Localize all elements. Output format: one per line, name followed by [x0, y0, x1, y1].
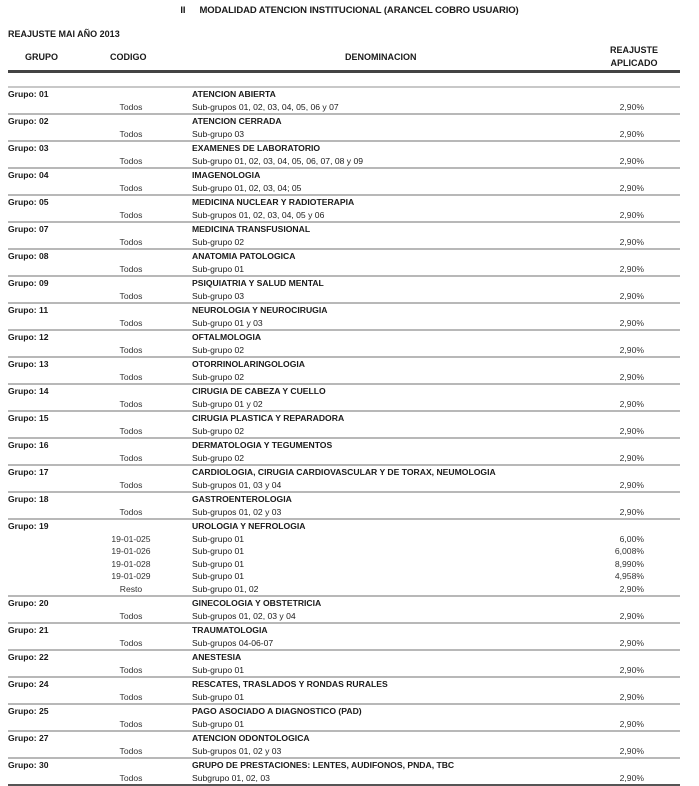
table-row [8, 570, 680, 583]
reajuste-cell: 2,90% [619, 182, 644, 193]
group-block [8, 113, 680, 140]
group-block [8, 329, 680, 356]
codigo-cell: Todos [119, 209, 143, 220]
group-block [8, 248, 680, 275]
codigo-cell: 19-01-025 [111, 533, 151, 544]
table-row [8, 452, 680, 465]
denominacion-cell: Sub-grupo 03 [192, 128, 245, 139]
reajuste-cell: 2,90% [619, 155, 644, 166]
section-title: MODALIDAD ATENCION INSTITUCIONAL (ARANCEL COBRO USUARIO) [199, 5, 519, 16]
group-header-row [8, 678, 680, 691]
group-label: Grupo: 11 [8, 305, 49, 315]
group-name: CARDIOLOGIA, CIRUGIA CARDIOVASCULAR Y DE TORAX, NEUMOLOGIA [192, 467, 496, 477]
denominacion-cell: Sub-grupo 01, 02, 03, 04, 05, 06, 07, 08 y 09 [192, 155, 364, 166]
group-label: Grupo: 22 [8, 652, 49, 662]
group-block [8, 302, 680, 329]
table-row [8, 558, 680, 571]
table-body [8, 86, 680, 786]
group-name: GRUPO DE PRESTACIONES: LENTES, AUDIFONOS, PNDA, TBC [192, 760, 455, 770]
denominacion-cell: Sub-grupos 01, 02 y 03 [192, 506, 282, 517]
group-label: Grupo: 15 [8, 413, 49, 423]
group-block [8, 518, 680, 595]
table-row [8, 371, 680, 384]
group-label: Grupo: 17 [8, 467, 49, 477]
group-block [8, 622, 680, 649]
group-label: Grupo: 12 [8, 332, 49, 342]
denominacion-cell: Sub-grupo 01 y 03 [192, 317, 263, 328]
group-header-row [8, 115, 680, 128]
denominacion-cell: Sub-grupo 01, 02 [192, 583, 259, 594]
group-label: Grupo: 02 [8, 116, 49, 126]
reajuste-cell: 2,90% [619, 425, 644, 436]
reajuste-cell: 2,90% [619, 610, 644, 621]
reajuste-cell: 2,90% [619, 637, 644, 648]
codigo-cell: Todos [119, 664, 143, 675]
group-block [8, 167, 680, 194]
group-name: ATENCION ODONTOLOGICA [192, 733, 310, 743]
group-label: Grupo: 09 [8, 278, 49, 288]
denominacion-cell: Sub-grupo 01 [192, 691, 245, 702]
reajuste-cell: 6,00% [619, 533, 644, 544]
group-name: EXAMENES DE LABORATORIO [192, 143, 321, 153]
group-label: Grupo: 13 [8, 359, 49, 369]
group-label: Grupo: 16 [8, 440, 49, 450]
codigo-cell: Todos [119, 101, 143, 112]
group-label: Grupo: 04 [8, 170, 49, 180]
group-block [8, 275, 680, 302]
table-row [8, 425, 680, 438]
group-label: Grupo: 05 [8, 197, 49, 207]
codigo-cell: Todos [119, 691, 143, 702]
codigo-cell: 19-01-028 [111, 558, 151, 569]
group-header-row [8, 196, 680, 209]
group-block [8, 140, 680, 167]
codigo-cell: Todos [119, 718, 143, 729]
table-row [8, 236, 680, 249]
reajuste-cell: 2,90% [619, 398, 644, 409]
group-header-row [8, 520, 680, 533]
table-row [8, 101, 680, 114]
codigo-cell: Todos [119, 236, 143, 247]
group-name: UROLOGIA Y NEFROLOGIA [192, 521, 306, 531]
table-row [8, 533, 680, 546]
group-label: Grupo: 03 [8, 143, 49, 153]
reajuste-cell: 2,90% [619, 452, 644, 463]
codigo-cell: Todos [119, 610, 143, 621]
codigo-cell: Todos [119, 371, 143, 382]
header-denominacion: DENOMINACION [345, 52, 417, 62]
reajuste-cell: 8,990% [614, 558, 644, 569]
group-block [8, 491, 680, 518]
denominacion-cell: Sub-grupo 01 [192, 571, 245, 581]
group-block [8, 221, 680, 248]
codigo-cell: 19-01-026 [111, 546, 151, 556]
denominacion-cell: Sub-grupos 01, 03 y 04 [192, 479, 282, 490]
codigo-cell: Todos [119, 425, 143, 436]
group-name: MEDICINA TRANSFUSIONAL [192, 224, 311, 234]
group-block [8, 649, 680, 676]
group-label: Grupo: 08 [8, 251, 49, 261]
header-grupo: GRUPO [25, 52, 59, 62]
group-name: TRAUMATOLOGIA [192, 625, 268, 635]
group-name: NEUROLOGIA Y NEUROCIRUGIA [192, 305, 328, 315]
table-row [8, 772, 680, 785]
denominacion-cell: Sub-grupo 01 [192, 533, 245, 544]
reajuste-cell: 2,90% [619, 101, 644, 112]
group-header-row [8, 732, 680, 745]
group-name: MEDICINA NUCLEAR Y RADIOTERAPIA [192, 197, 355, 207]
reajuste-cell: 2,90% [619, 263, 644, 274]
group-header-row [8, 412, 680, 425]
denominacion-cell: Sub-grupo 02 [192, 344, 245, 355]
table-row [8, 155, 680, 168]
group-header-row [8, 385, 680, 398]
denominacion-cell: Sub-grupo 01 [192, 558, 245, 569]
group-name: OFTALMOLOGIA [192, 332, 262, 342]
table-row [8, 583, 680, 596]
denominacion-cell: Sub-grupo 01 y 02 [192, 398, 263, 409]
group-header-row [8, 331, 680, 344]
table-row [8, 344, 680, 357]
denominacion-cell: Sub-grupo 02 [192, 452, 245, 463]
reajuste-cell: 2,90% [619, 691, 644, 702]
group-label: Grupo: 07 [8, 224, 49, 234]
codigo-cell: Todos [119, 506, 143, 517]
table-row [8, 317, 680, 330]
codigo-cell: Todos [119, 182, 143, 193]
reajuste-cell: 2,90% [619, 236, 644, 247]
group-label: Grupo: 19 [8, 521, 49, 531]
codigo-cell: Todos [119, 344, 143, 355]
codigo-cell: Todos [119, 155, 143, 166]
codigo-cell: Todos [119, 772, 143, 783]
table-row [8, 398, 680, 411]
group-label: Grupo: 27 [8, 733, 49, 743]
group-block [8, 410, 680, 437]
table-header [8, 44, 680, 71]
group-name: GINECOLOGIA Y OBSTETRICIA [192, 598, 322, 608]
denominacion-cell: Sub-grupo 03 [192, 290, 245, 301]
reajuste-cell: 2,90% [619, 290, 644, 301]
codigo-cell: Resto [119, 583, 143, 594]
reajuste-cell: 2,90% [619, 583, 644, 594]
codigo-cell: Todos [119, 398, 143, 409]
reajuste-cell: 2,90% [619, 209, 644, 220]
document-subtitle: REAJUSTE MAI AÑO 2013 [8, 29, 120, 39]
codigo-cell: 19-01-029 [111, 571, 151, 581]
table-row [8, 664, 680, 677]
codigo-cell: Todos [119, 317, 143, 328]
group-name: CIRUGIA PLASTICA Y REPARADORA [192, 413, 345, 423]
reajuste-cell: 2,90% [619, 344, 644, 355]
group-header-row [8, 705, 680, 718]
group-name: ANESTESIA [192, 652, 242, 662]
group-block [8, 595, 680, 622]
denominacion-cell: Sub-grupo 01 [192, 546, 245, 556]
table-row [8, 128, 680, 141]
codigo-cell: Todos [119, 290, 143, 301]
group-name: ATENCION ABIERTA [192, 89, 276, 99]
denominacion-cell: Sub-grupo 01 [192, 718, 245, 729]
group-header-row [8, 439, 680, 452]
group-header-row [8, 624, 680, 637]
reajuste-cell: 6,008% [614, 546, 644, 556]
denominacion-cell: Subgrupo 01, 02, 03 [192, 772, 270, 783]
denominacion-cell: Sub-grupo 01, 02, 03, 04; 05 [192, 182, 302, 193]
denominacion-cell: Sub-grupos 01, 02, 03, 04, 05 y 06 [192, 209, 325, 220]
denominacion-cell: Sub-grupos 01, 02, 03 y 04 [192, 610, 296, 621]
table-row [8, 263, 680, 276]
codigo-cell: Todos [119, 452, 143, 463]
group-name: PSIQUIATRIA Y SALUD MENTAL [192, 278, 324, 288]
group-block [8, 383, 680, 410]
codigo-cell: Todos [119, 745, 143, 756]
table-row [8, 745, 680, 758]
group-block [8, 464, 680, 491]
group-header-row [8, 597, 680, 610]
table-row [8, 545, 680, 558]
group-name: ATENCION CERRADA [192, 116, 282, 126]
codigo-cell: Todos [119, 263, 143, 274]
codigo-cell: Todos [119, 128, 143, 139]
table-row [8, 209, 680, 222]
table-row [8, 290, 680, 303]
group-name: OTORRINOLARINGOLOGIA [192, 359, 305, 369]
group-label: Grupo: 21 [8, 625, 49, 635]
group-name: IMAGENOLOGIA [192, 170, 261, 180]
group-label: Grupo: 01 [8, 89, 49, 99]
codigo-cell: Todos [119, 637, 143, 648]
group-header-row [8, 142, 680, 155]
reajuste-cell: 4,958% [614, 571, 644, 581]
table-row [8, 506, 680, 519]
group-label: Grupo: 14 [8, 386, 49, 396]
group-block [8, 730, 680, 757]
codigo-cell: Todos [119, 479, 143, 490]
group-label: Grupo: 20 [8, 598, 49, 608]
group-name: DERMATOLOGIA Y TEGUMENTOS [192, 440, 333, 450]
group-header-row [8, 277, 680, 290]
group-label: Grupo: 25 [8, 706, 49, 716]
group-header-row [8, 223, 680, 236]
denominacion-cell: Sub-grupos 01, 02 y 03 [192, 745, 282, 756]
group-block [8, 194, 680, 221]
table-row [8, 610, 680, 623]
table-row [8, 479, 680, 492]
document-title [0, 5, 699, 16]
table-row [8, 718, 680, 731]
reajuste-cell: 2,90% [619, 745, 644, 756]
group-name: PAGO ASOCIADO A DIAGNOSTICO (PAD) [192, 706, 362, 716]
table-row [8, 637, 680, 650]
header-divider [8, 70, 680, 73]
group-header-row [8, 493, 680, 506]
header-reajuste-line1: REAJUSTE [609, 45, 658, 55]
denominacion-cell: Sub-grupos 04-06-07 [192, 637, 274, 648]
denominacion-cell: Sub-grupo 01 [192, 664, 245, 675]
group-name: CIRUGIA DE CABEZA Y CUELLO [192, 386, 326, 396]
group-block [8, 356, 680, 383]
group-block [8, 437, 680, 464]
group-header-row [8, 358, 680, 371]
table-row [8, 691, 680, 704]
group-header-row [8, 759, 680, 772]
group-block [8, 757, 680, 784]
group-header-row [8, 250, 680, 263]
group-label: Grupo: 24 [8, 679, 49, 689]
denominacion-cell: Sub-grupo 01 [192, 263, 245, 274]
group-header-row [8, 466, 680, 479]
denominacion-cell: Sub-grupo 02 [192, 236, 245, 247]
reajuste-cell: 2,90% [619, 317, 644, 328]
header-reajuste-line2: APLICADO [610, 58, 658, 68]
header-codigo: CODIGO [110, 52, 147, 62]
header-reajuste [604, 44, 664, 70]
section-number: II [180, 5, 186, 16]
table-row [8, 182, 680, 195]
denominacion-cell: Sub-grupos 01, 02, 03, 04, 05, 06 y 07 [192, 101, 339, 112]
group-header-row [8, 88, 680, 101]
group-name: GASTROENTEROLOGIA [192, 494, 292, 504]
denominacion-cell: Sub-grupo 02 [192, 371, 245, 382]
group-block [8, 703, 680, 730]
group-label: Grupo: 30 [8, 760, 49, 770]
reajuste-cell: 2,90% [619, 772, 644, 783]
denominacion-cell: Sub-grupo 02 [192, 425, 245, 436]
group-block [8, 676, 680, 703]
group-header-row [8, 304, 680, 317]
reajuste-cell: 2,90% [619, 664, 644, 675]
reajuste-cell: 2,90% [619, 371, 644, 382]
group-header-row [8, 651, 680, 664]
reajuste-cell: 2,90% [619, 479, 644, 490]
group-name: ANATOMIA PATOLOGICA [192, 251, 296, 261]
group-label: Grupo: 18 [8, 494, 49, 504]
group-name: RESCATES, TRASLADOS Y RONDAS RURALES [192, 679, 388, 689]
group-header-row [8, 169, 680, 182]
reajuste-cell: 2,90% [619, 506, 644, 517]
group-block [8, 86, 680, 113]
reajuste-cell: 2,90% [619, 128, 644, 139]
reajuste-cell: 2,90% [619, 718, 644, 729]
